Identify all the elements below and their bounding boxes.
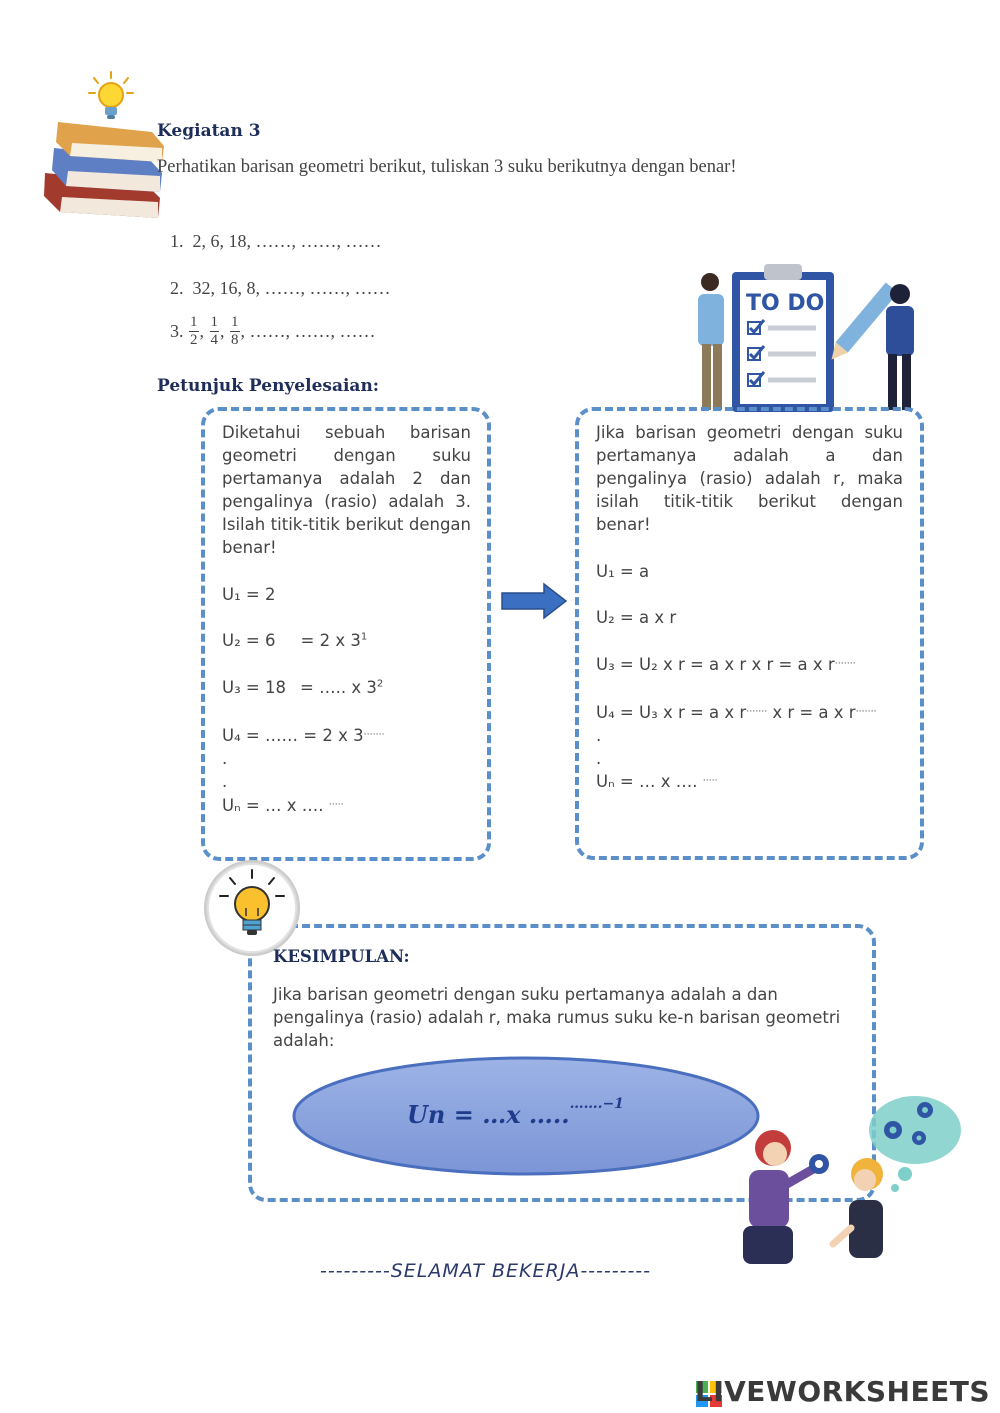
lightbulb-icon — [86, 70, 136, 124]
books-icon — [40, 118, 170, 220]
question-text: ……, ……, …… — [249, 321, 376, 341]
right-u1: U₁ = a — [596, 562, 650, 581]
left-u4: U₄ = …… = 2 x 3……. — [222, 726, 385, 745]
question-text: 2, 6, 18, ……, ……, …… — [192, 231, 382, 251]
right-intro-text: Jika barisan geometri dengan suku pertamanya adalah a dan pengalinya (rasio) adalah r, maka isilah titik-titik berikut dengan benar! — [596, 423, 903, 534]
question-3: 3. $\frac{1}{2}$ , $\frac{1}{4}$ , $\frac{1}{8}$ , ……, ……, …… — [170, 314, 376, 348]
left-intro-text: Diketahui sebuah barisan geometri dengan suku pertamanya adalah 2 dan pengalinya (rasio) adalah 3. Isilah titik-titik berikut dengan benar! — [222, 423, 471, 557]
conclusion-title: KESIMPULAN: — [273, 947, 410, 966]
activity-title: Kegiatan 3 — [157, 121, 261, 141]
left-dot-1: . — [222, 749, 228, 768]
left-u1: U₁ = 2 — [222, 585, 276, 604]
thinking-people-illustration — [735, 1088, 965, 1268]
fraction: $\frac{1}{8}$ — [231, 314, 239, 348]
right-u3: U₃ = U₂ x r = a x r x r = a x r……. — [596, 655, 856, 674]
arrow-right-icon — [500, 582, 570, 620]
question-2 — [170, 278, 391, 299]
right-un: Uₙ = … x …. ….. — [596, 772, 718, 791]
right-u2: U₂ = a x r — [596, 608, 677, 627]
left-u3: U₃ = 18 = ….. x $3^2$ — [222, 678, 384, 697]
todo-label: TO DO — [746, 291, 825, 316]
question-number: 1. — [170, 231, 184, 251]
left-dot-2: . — [222, 772, 228, 791]
hint-title: Petunjuk Penyelesaian: — [157, 376, 380, 396]
instruction-text: Perhatikan barisan geometri berikut, tuliskan 3 suku berikutnya dengan benar! — [157, 157, 737, 177]
right-dot-2: . — [596, 749, 602, 768]
conclusion-text: Jika barisan geometri dengan suku pertamanya adalah a dan pengalinya (rasio) adalah r, maka rumus suku ke-n barisan geometri adalah: — [273, 985, 841, 1050]
right-u4: U₄ = U₃ x r = a x r……. x r = a x r……. — [596, 703, 877, 722]
left-un: Uₙ = … x …. ….. — [222, 796, 344, 815]
todo-clipboard-illustration — [694, 258, 924, 416]
liveworksheets-brand: LIVEWORKSHEETS — [694, 1375, 990, 1408]
lightbulb-badge-icon — [198, 858, 306, 958]
formula-text: Un = …x …..$^{\dots\dots.-1}$ — [407, 1096, 624, 1129]
question-number: 2. — [170, 278, 184, 298]
question-text: 32, 16, 8, ……, ……, …… — [192, 278, 391, 298]
fraction: $\frac{1}{2}$ — [190, 314, 198, 348]
right-dot-1: . — [596, 726, 602, 745]
closing-text: ---------SELAMAT BEKERJA--------- — [320, 1260, 652, 1282]
question-1 — [170, 231, 382, 252]
left-u2: U₂ = 6 = 2 x $3^1$ — [222, 631, 368, 650]
fraction: $\frac{1}{4}$ — [210, 314, 218, 348]
question-number: 3. — [170, 321, 184, 341]
